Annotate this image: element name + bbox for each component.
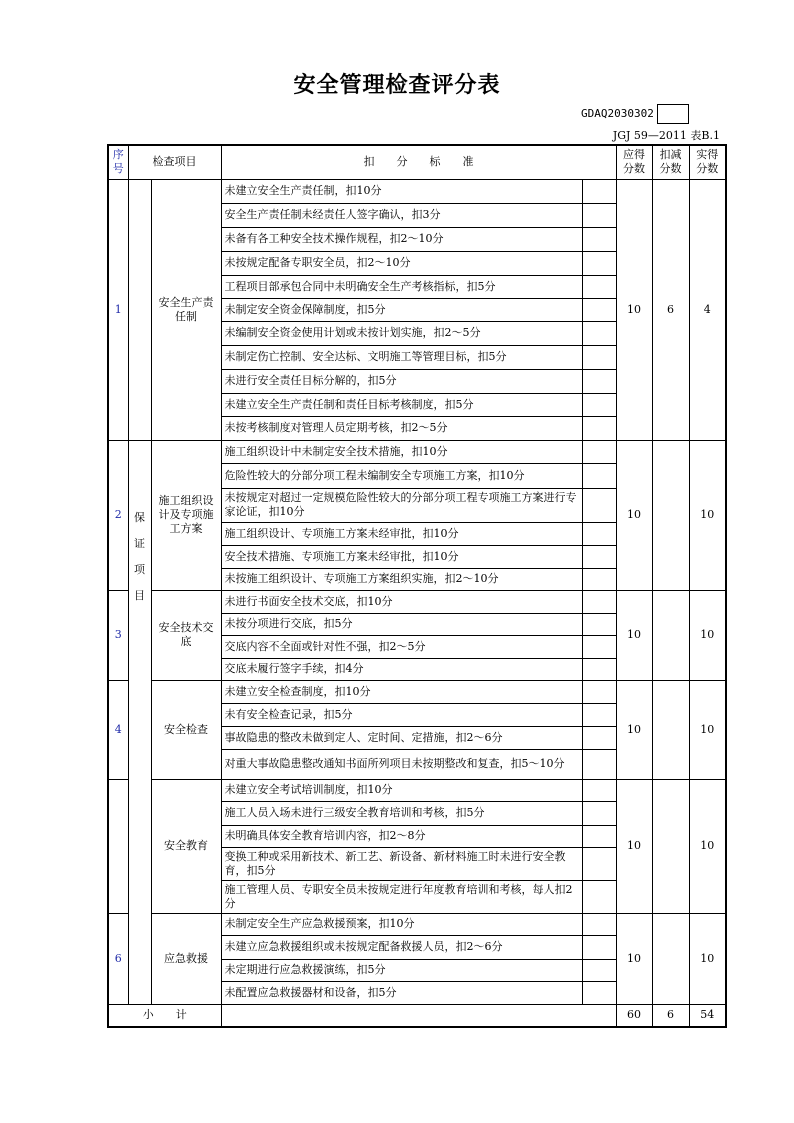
criteria-text: 未制定伤亡控制、安全达标、文明施工等管理目标，扣5分	[221, 345, 582, 369]
category-cell-blank	[128, 179, 151, 440]
criteria-score-cell[interactable]	[582, 981, 616, 1004]
section-actual-score[interactable]: 10	[689, 680, 726, 779]
criteria-text: 施工组织设计、专项施工方案未经审批，扣10分	[221, 522, 582, 545]
section-deduct-score[interactable]	[652, 590, 689, 680]
criteria-score-cell[interactable]	[582, 913, 616, 935]
header-deduct: 扣减分数	[652, 145, 689, 179]
criteria-text: 未建立安全生产责任制，扣10分	[221, 179, 582, 203]
criteria-row	[108, 440, 726, 463]
subtotal-empty	[221, 1004, 616, 1027]
category-char: 目	[134, 588, 145, 602]
section-number: 3	[108, 590, 128, 680]
criteria-score-cell[interactable]	[582, 488, 616, 522]
criteria-score-cell[interactable]	[582, 227, 616, 251]
criteria-text: 未建立安全检查制度，扣10分	[221, 680, 582, 703]
section-deduct-score[interactable]: 6	[652, 179, 689, 440]
criteria-score-cell[interactable]	[582, 275, 616, 298]
criteria-text: 未制定安全资金保障制度，扣5分	[221, 298, 582, 321]
criteria-row	[108, 913, 726, 935]
criteria-text: 未编制安全资金使用计划或未按计划实施，扣2～5分	[221, 321, 582, 345]
criteria-text: 危险性较大的分部分项工程未编制安全专项施工方案，扣10分	[221, 463, 582, 488]
subtotal-deduct: 6	[652, 1004, 689, 1027]
section-number: 4	[108, 680, 128, 779]
criteria-text: 施工人员入场未进行三级安全教育培训和考核，扣5分	[221, 801, 582, 825]
criteria-score-cell[interactable]	[582, 880, 616, 913]
section-number: 2	[108, 440, 128, 590]
criteria-text: 未配置应急救援器材和设备，扣5分	[221, 981, 582, 1004]
section-should-score: 10	[616, 913, 652, 1004]
criteria-score-cell[interactable]	[582, 703, 616, 726]
criteria-score-cell[interactable]	[582, 847, 616, 880]
subtotal-label: 小 计	[108, 1004, 221, 1027]
criteria-text: 未进行安全责任目标分解的，扣5分	[221, 369, 582, 393]
criteria-score-cell[interactable]	[582, 680, 616, 703]
section-number: 6	[108, 913, 128, 1004]
criteria-score-cell[interactable]	[582, 658, 616, 680]
form-code-box[interactable]	[657, 104, 689, 124]
page-title: 安全管理检查评分表	[293, 73, 501, 98]
criteria-text: 施工组织设计中未制定安全技术措施，扣10分	[221, 440, 582, 463]
criteria-score-cell[interactable]	[582, 345, 616, 369]
criteria-text: 未按考核制度对管理人员定期考核，扣2～5分	[221, 416, 582, 440]
criteria-row	[108, 680, 726, 703]
section-number	[108, 779, 128, 913]
section-should-score: 10	[616, 590, 652, 680]
criteria-score-cell[interactable]	[582, 590, 616, 613]
criteria-text: 未按规定配备专职安全员，扣2～10分	[221, 251, 582, 275]
header-row	[108, 145, 726, 179]
criteria-text: 未按规定对超过一定规模危险性较大的分部分项工程专项施工方案进行专家论证，扣10分	[221, 488, 582, 522]
criteria-text: 施工管理人员、专职安全员未按规定进行年度教育培训和考核，每人扣2分	[221, 880, 582, 913]
criteria-score-cell[interactable]	[582, 321, 616, 345]
category-char: 证	[134, 536, 145, 550]
criteria-score-cell[interactable]	[582, 522, 616, 545]
criteria-row	[108, 590, 726, 613]
criteria-text: 事故隐患的整改未做到定人、定时间、定措施，扣2～6分	[221, 726, 582, 749]
criteria-score-cell[interactable]	[582, 203, 616, 227]
criteria-score-cell[interactable]	[582, 298, 616, 321]
header-should: 应得分数	[616, 145, 652, 179]
category-char: 项	[134, 562, 145, 576]
criteria-text: 交底未履行签字手续，扣4分	[221, 658, 582, 680]
criteria-row	[108, 779, 726, 801]
category-char: 保	[134, 510, 145, 524]
criteria-text: 未建立安全生产责任制和责任目标考核制度，扣5分	[221, 393, 582, 416]
criteria-score-cell[interactable]	[582, 801, 616, 825]
section-deduct-score[interactable]	[652, 440, 689, 590]
criteria-text: 未有安全检查记录，扣5分	[221, 703, 582, 726]
criteria-row	[108, 179, 726, 203]
header-item: 检查项目	[128, 145, 221, 179]
criteria-text: 未备有各工种安全技术操作规程，扣2～10分	[221, 227, 582, 251]
criteria-score-cell[interactable]	[582, 251, 616, 275]
criteria-score-cell[interactable]	[582, 613, 616, 635]
criteria-score-cell[interactable]	[582, 369, 616, 393]
criteria-text: 交底内容不全面或针对性不强，扣2～5分	[221, 635, 582, 658]
section-should-score: 10	[616, 779, 652, 913]
criteria-score-cell[interactable]	[582, 935, 616, 959]
header-actual: 实得分数	[689, 145, 726, 179]
criteria-score-cell[interactable]	[582, 179, 616, 203]
section-should-score: 10	[616, 440, 652, 590]
criteria-text: 安全技术措施、专项施工方案未经审批，扣10分	[221, 545, 582, 568]
section-actual-score[interactable]: 10	[689, 440, 726, 590]
criteria-text: 安全生产责任制未经责任人签字确认，扣3分	[221, 203, 582, 227]
section-should-score: 10	[616, 179, 652, 440]
criteria-text: 未按分项进行交底，扣5分	[221, 613, 582, 635]
criteria-text: 未制定安全生产应急救援预案，扣10分	[221, 913, 582, 935]
header-seq: 序号	[108, 145, 128, 179]
criteria-score-cell[interactable]	[582, 568, 616, 590]
score-table	[107, 144, 727, 1028]
criteria-score-cell[interactable]	[582, 393, 616, 416]
section-actual-score[interactable]: 10	[689, 779, 726, 913]
section-deduct-score[interactable]	[652, 779, 689, 913]
criteria-score-cell[interactable]	[582, 416, 616, 440]
criteria-text: 未建立应急救援组织或未按规定配备救援人员，扣2～6分	[221, 935, 582, 959]
criteria-score-cell[interactable]	[582, 825, 616, 847]
criteria-text: 未进行书面安全技术交底，扣10分	[221, 590, 582, 613]
section-name: 安全教育	[151, 779, 221, 913]
criteria-text: 未建立安全考试培训制度，扣10分	[221, 779, 582, 801]
section-name: 应急救援	[151, 913, 221, 1004]
section-should-score: 10	[616, 680, 652, 779]
category-label	[128, 440, 151, 1004]
criteria-score-cell[interactable]	[582, 959, 616, 981]
subtotal-should: 60	[616, 1004, 652, 1027]
standard-reference: JGJ 59—2011 表B.1	[612, 129, 720, 142]
criteria-score-cell[interactable]	[582, 463, 616, 488]
subtotal-row	[108, 1004, 726, 1027]
criteria-text: 工程项目部承包合同中未明确安全生产考核指标，扣5分	[221, 275, 582, 298]
form-code: GDAQ2030302	[581, 107, 654, 120]
criteria-score-cell[interactable]	[582, 749, 616, 779]
criteria-score-cell[interactable]	[582, 545, 616, 568]
section-name: 安全检查	[151, 680, 221, 779]
section-name: 施工组织设计及专项施工方案	[151, 440, 221, 590]
criteria-text: 未定期进行应急救援演练，扣5分	[221, 959, 582, 981]
section-name: 安全技术交底	[151, 590, 221, 680]
subtotal-actual: 54	[689, 1004, 726, 1027]
section-actual-score[interactable]: 4	[689, 179, 726, 440]
section-name: 安全生产责任制	[151, 179, 221, 440]
section-actual-score[interactable]: 10	[689, 913, 726, 1004]
criteria-score-cell[interactable]	[582, 635, 616, 658]
criteria-text: 对重大事故隐患整改通知书面所列项目未按期整改和复查，扣5～10分	[221, 749, 582, 779]
section-deduct-score[interactable]	[652, 680, 689, 779]
criteria-score-cell[interactable]	[582, 726, 616, 749]
criteria-score-cell[interactable]	[582, 440, 616, 463]
section-number: 1	[108, 179, 128, 440]
criteria-text: 变换工种或采用新技术、新工艺、新设备、新材料施工时未进行安全教育，扣5分	[221, 847, 582, 880]
criteria-text: 未明确具体安全教育培训内容，扣2～8分	[221, 825, 582, 847]
section-deduct-score[interactable]	[652, 913, 689, 1004]
section-actual-score[interactable]: 10	[689, 590, 726, 680]
criteria-text: 未按施工组织设计、专项施工方案组织实施，扣2～10分	[221, 568, 582, 590]
criteria-score-cell[interactable]	[582, 779, 616, 801]
header-criteria: 扣 分 标 准	[221, 145, 616, 179]
